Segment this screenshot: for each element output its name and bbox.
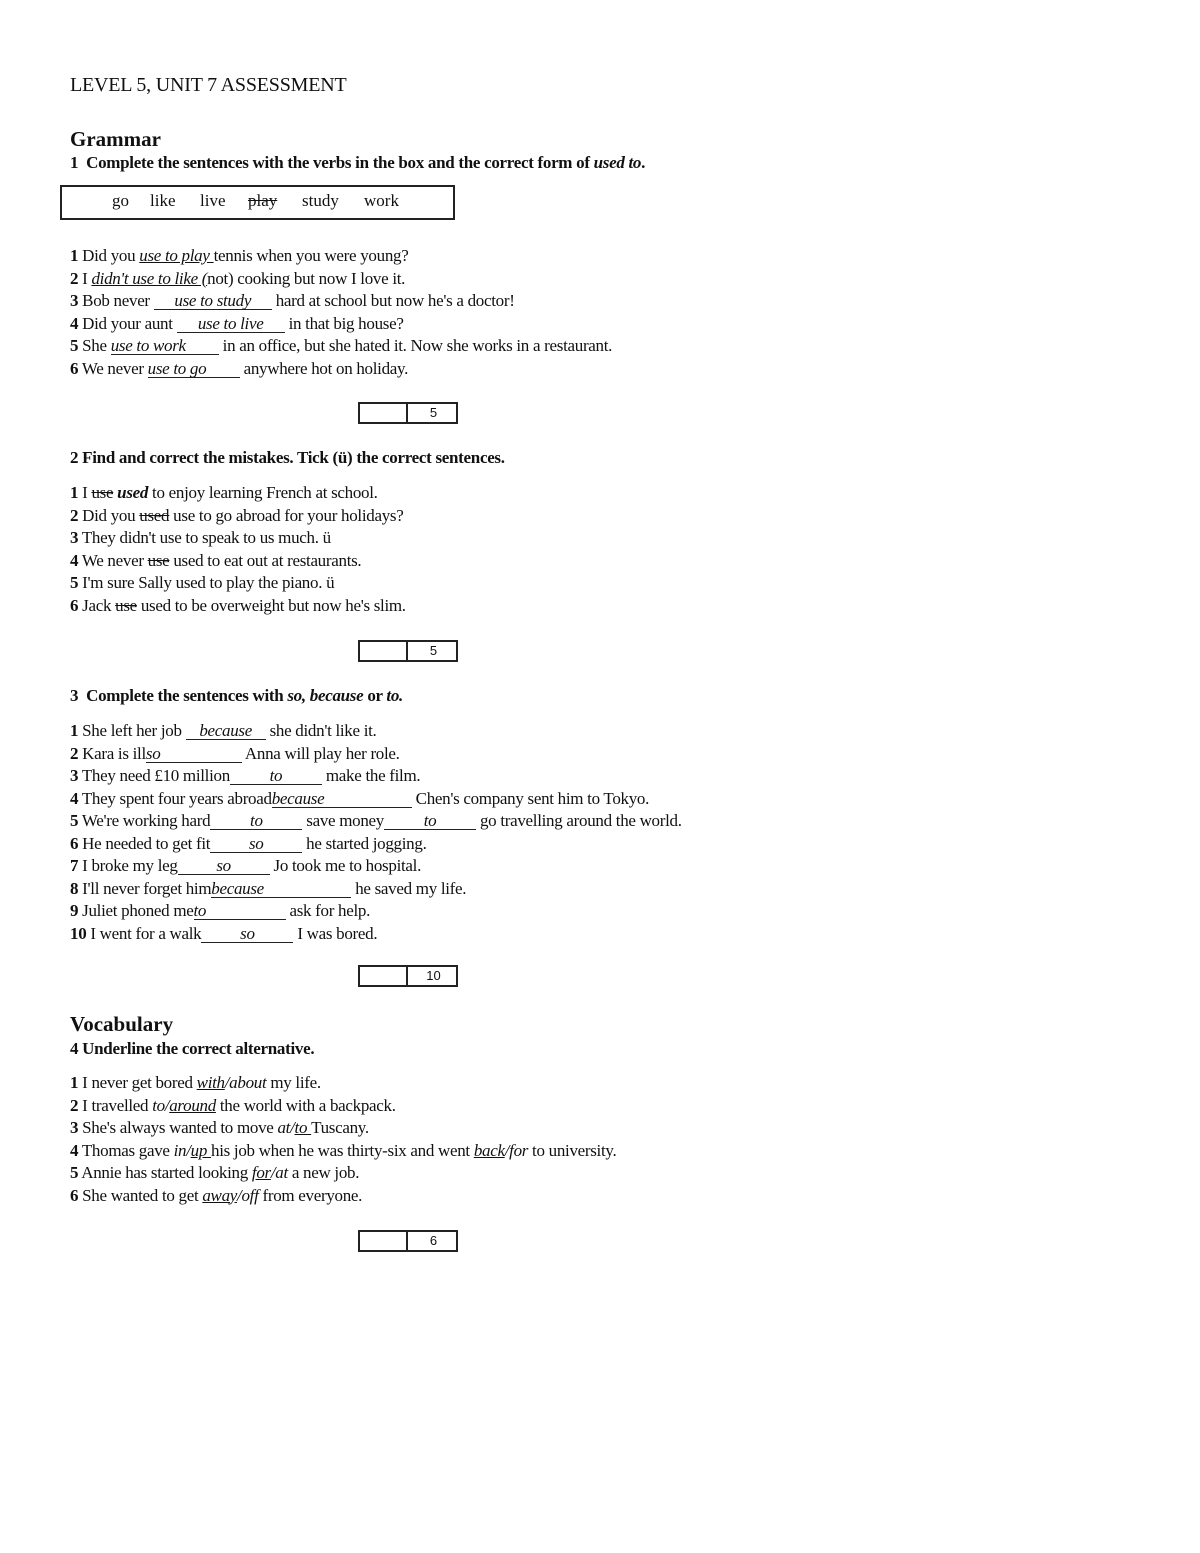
list-item: 3 Bob never use to study hard at school but now he's a doctor! [70, 291, 515, 310]
exercise-1-instruction: 1 Complete the sentences with the verbs in the box and the correct form of used to. [70, 153, 646, 172]
sentence-segment: to university. [528, 1140, 617, 1160]
list-item: 7 I broke my leg so Jo took me to hospital. [70, 856, 422, 875]
exercise-2-instruction: 2 Find and correct the mistakes. Tick (ü) the correct sentences. [70, 448, 505, 467]
sentence-segment: I never get bored [78, 1073, 197, 1092]
word-like: like [150, 191, 176, 210]
score-input-cell[interactable] [360, 404, 408, 422]
exercise-1-lines [70, 245, 612, 380]
sentence-segment: with [196, 1073, 225, 1092]
score-input-cell[interactable] [360, 642, 408, 660]
list-item: 4 They spent four years abroadbecause Chen's company sent him to Tokyo. [70, 788, 650, 808]
list-item [70, 1072, 616, 1095]
list-item: 3 They didn't use to speak to us much. ü [70, 528, 331, 547]
list-item: 1 Did you use to play tennis when you were young? [70, 246, 409, 265]
score-box-2 [358, 640, 458, 662]
item-number: 3 [70, 1118, 79, 1137]
sentence-segment: up [190, 1140, 212, 1160]
exercise-3-instruction: 3 Complete the sentences with so, because or to. [70, 686, 403, 705]
list-item: 5 I'm sure Sally used to play the piano. ü [70, 573, 335, 592]
word-live: live [200, 191, 226, 210]
list-item: 2 Did you used use to go abroad for your holidays? [70, 505, 404, 525]
score-box-1 [358, 402, 458, 424]
sentence-segment: /about [224, 1073, 267, 1092]
item-number: 5 [70, 1163, 79, 1182]
list-item: 6 He needed to get fit so he started jogging. [70, 833, 427, 853]
list-item: 10 I went for a walk so I was bored. [70, 923, 378, 943]
item-number: 6 [70, 1185, 79, 1205]
score-total: 5 [429, 405, 438, 420]
list-item: 2 Kara is illso Anna will play her role. [70, 743, 400, 763]
score-box-4 [358, 1230, 458, 1252]
word-play: play [248, 191, 278, 210]
vocabulary-heading: Vocabulary [70, 1012, 174, 1036]
sentence-segment: She's always wanted to move [78, 1118, 278, 1137]
sentence-segment: /at [270, 1163, 292, 1182]
score-input-cell[interactable] [360, 967, 408, 985]
list-item: 5 She use to work in an office, but she hated it. Now she works in a restaurant. [70, 336, 613, 355]
word-work: work [364, 191, 399, 210]
list-item: 4 We never use used to eat out at restaurants. [70, 550, 362, 570]
exercise-4-instruction: 4 Underline the correct alternative. [70, 1039, 315, 1058]
page-title: LEVEL 5, UNIT 7 ASSESSMENT [70, 74, 347, 96]
item-number: 1 [70, 1073, 79, 1092]
score-total: 10 [426, 968, 441, 983]
sentence-segment: away [202, 1185, 238, 1205]
score-total: 5 [429, 643, 438, 658]
item-number: 4 [70, 1140, 79, 1160]
list-item: 5 We're working hard to save money to go travelling around the world. [70, 811, 682, 830]
sentence-segment: to/ [152, 1095, 170, 1115]
sentence-segment: /for [504, 1140, 529, 1160]
sentence-segment: to [294, 1118, 312, 1137]
sentence-segment: at/ [277, 1118, 295, 1137]
score-input-cell[interactable] [360, 1232, 408, 1250]
list-item [70, 1095, 616, 1118]
list-item: 6 Jack use used to be overweight but now he's slim. [70, 595, 406, 615]
sentence-segment: Annie has started looking [78, 1163, 252, 1182]
sentence-segment: my life. [266, 1073, 321, 1092]
sentence-segment: /off [237, 1185, 259, 1205]
sentence-segment: She wanted to get [78, 1185, 203, 1205]
sentence-segment: Tuscany. [311, 1118, 369, 1137]
list-item: 4 Did your aunt use to live in that big house? [70, 313, 404, 333]
list-item: 9 Juliet phoned meto ask for help. [70, 901, 371, 920]
list-item: 2 I didn't use to like (not) cooking but now I love it. [70, 268, 406, 288]
grammar-heading: Grammar [70, 127, 161, 151]
list-item: 1 I use used to enjoy learning French at school. [70, 483, 378, 502]
sentence-segment: a new job. [291, 1163, 360, 1182]
list-item: 1 She left her job because she didn't like it. [70, 721, 377, 740]
word-box [60, 185, 455, 220]
exercise-2-lines [70, 482, 406, 617]
sentence-segment: around [169, 1095, 216, 1115]
sentence-segment: the world with a backpack. [215, 1095, 396, 1115]
list-item: 6 We never use to go anywhere hot on holiday. [70, 358, 409, 378]
score-total: 6 [429, 1233, 438, 1248]
list-item [70, 1117, 616, 1140]
list-item [70, 1185, 616, 1208]
list-item [70, 1162, 616, 1185]
exercise-3-lines [70, 720, 682, 945]
item-number: 2 [70, 1095, 79, 1115]
sentence-segment: in/ [173, 1140, 191, 1160]
word-study: study [302, 191, 339, 210]
sentence-segment: I travelled [78, 1095, 153, 1115]
sentence-segment: from everyone. [258, 1185, 363, 1205]
sentence-segment: for [251, 1163, 271, 1182]
list-item [70, 1140, 616, 1163]
list-item: 8 I'll never forget himbecause he saved my life. [70, 878, 467, 898]
exercise-4-lines [70, 1072, 616, 1207]
list-item: 3 They need £10 million to make the film. [70, 766, 421, 785]
sentence-segment: Thomas gave [78, 1140, 174, 1160]
sentence-segment: back [473, 1140, 505, 1160]
sentence-segment: his job when he was thirty-six and went [211, 1140, 474, 1160]
score-box-3 [358, 965, 458, 987]
word-go: go [112, 191, 129, 210]
